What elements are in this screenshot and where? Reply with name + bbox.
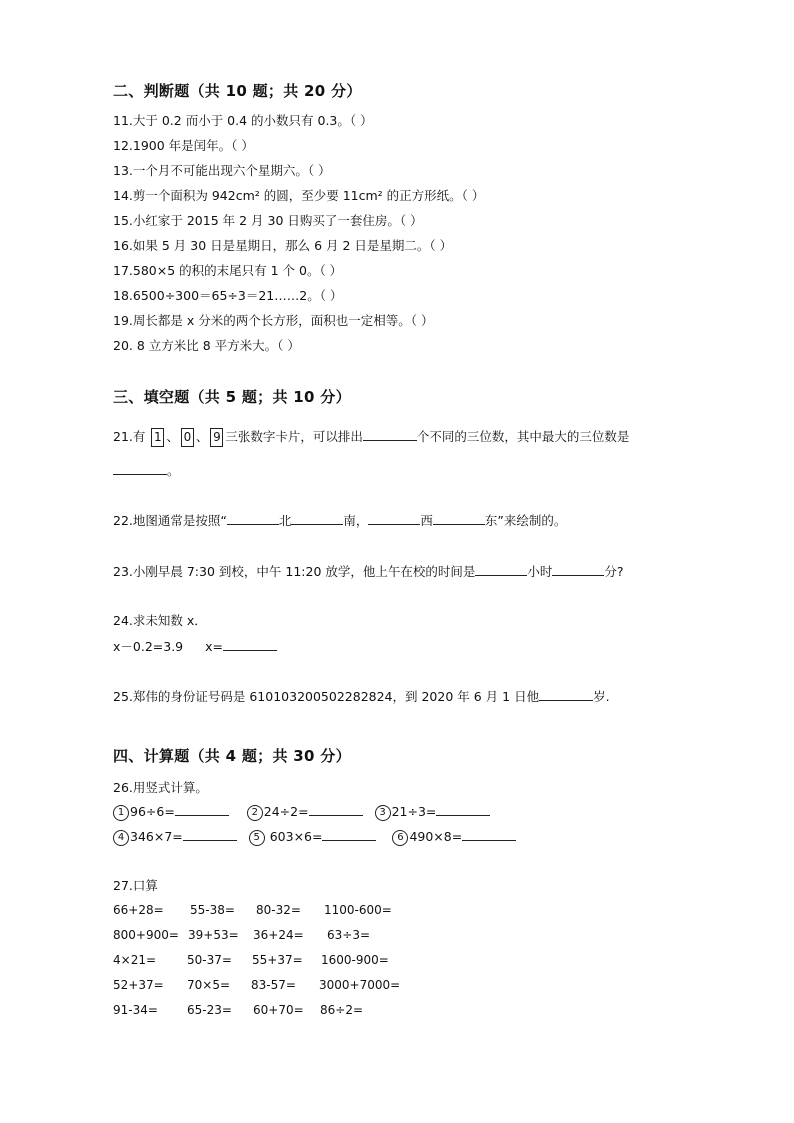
question-21 <box>113 428 629 447</box>
mental-item: 36+24= <box>253 928 304 942</box>
q22-south: 南， <box>343 513 369 528</box>
mental-item: 83-57= <box>251 978 296 992</box>
digit-card-1: 1 <box>151 428 164 447</box>
answer-blank[interactable] <box>475 563 527 576</box>
mental-item: 52+37= <box>113 978 164 992</box>
question-18: 18.6500÷300＝65÷3＝21……2。（ ） <box>113 288 343 303</box>
q22-west: 西 <box>420 513 433 528</box>
answer-blank[interactable] <box>291 512 343 525</box>
answer-blank[interactable] <box>436 803 490 816</box>
circled-number-6: 6 <box>392 830 408 846</box>
answer-blank[interactable] <box>433 512 485 525</box>
mental-item: 70×5= <box>187 978 231 992</box>
question-15: 15.小红家于 2015 年 2 月 30 日购买了一套住房。（ ） <box>113 213 423 228</box>
section-heading-judgement: 二、判断题（共 10 题；共 20 分） <box>113 82 362 100</box>
answer-blank[interactable] <box>552 563 604 576</box>
question-26-title: 26.用竖式计算。 <box>113 780 208 795</box>
circled-number-1: 1 <box>113 805 129 821</box>
answer-blank[interactable] <box>368 512 420 525</box>
mental-item: 4×21= <box>113 953 157 967</box>
question-24-equation <box>113 638 277 655</box>
answer-blank[interactable] <box>322 828 376 841</box>
question-21-cont <box>113 462 180 479</box>
q23-prefix: 23.小刚早晨 7:30 到校，中午 11:20 放学，他上午在校的时间是 <box>113 564 476 579</box>
mental-item: 65-23= <box>187 1003 232 1017</box>
digit-card-9: 9 <box>210 428 223 447</box>
q25-prefix: 25.郑伟的身份证号码是 610103200502282824，到 2020 年 6 月 1 日他 <box>113 689 540 704</box>
section-heading-fill-blank: 三、填空题（共 5 题；共 10 分） <box>113 388 351 406</box>
mental-item: 80-32= <box>256 903 301 917</box>
q26-expr-4: 346×7= <box>130 829 183 844</box>
answer-blank[interactable] <box>363 428 417 441</box>
mental-item: 50-37= <box>187 953 232 967</box>
question-25 <box>113 688 610 705</box>
mental-item: 60+70= <box>253 1003 304 1017</box>
q23-hours: 小时 <box>527 564 553 579</box>
mental-item: 91-34= <box>113 1003 158 1017</box>
question-19: 19.周长都是 x 分米的两个长方形，面积也一定相等。（ ） <box>113 313 434 328</box>
answer-blank[interactable] <box>539 688 593 701</box>
q22-prefix: 22.地图通常是按照“ <box>113 513 227 528</box>
answer-blank[interactable] <box>462 828 516 841</box>
q21-prefix: 21.有 <box>113 429 146 444</box>
circled-number-4: 4 <box>113 830 129 846</box>
q21-sep-1: 、 <box>166 429 179 444</box>
question-22 <box>113 512 566 529</box>
q26-expr-1: 96÷6= <box>130 804 175 819</box>
q26-expr-3: 21÷3= <box>391 804 437 819</box>
answer-blank[interactable] <box>183 828 237 841</box>
q21-end: 。 <box>167 463 180 478</box>
mental-item: 1600-900= <box>321 953 389 967</box>
mental-item: 55+37= <box>252 953 303 967</box>
q22-north: 北 <box>278 513 292 528</box>
q26-expr-5: 603×6= <box>265 829 323 844</box>
question-13: 13.一个月不可能出现六个星期六。（ ） <box>113 163 331 178</box>
mental-item: 55-38= <box>190 903 235 917</box>
q26-expr-2: 24÷2= <box>263 804 309 819</box>
circled-number-5: 5 <box>249 830 265 846</box>
question-16: 16.如果 5 月 30 日是星期日，那么 6 月 2 日是星期二。（ ） <box>113 238 453 253</box>
section-heading-calculation: 四、计算题（共 4 题；共 30 分） <box>113 747 351 765</box>
question-11: 11.大于 0.2 而小于 0.4 的小数只有 0.3。（ ） <box>113 113 373 128</box>
question-12: 12.1900 年是闰年。（ ） <box>113 138 254 153</box>
question-27-title: 27.口算 <box>113 878 158 893</box>
mental-item: 86÷2= <box>320 1003 364 1017</box>
answer-blank[interactable] <box>227 512 279 525</box>
mental-item: 800+900= <box>113 928 179 942</box>
q24-eq: x－0.2=3.9 <box>113 639 184 654</box>
q24-x: x= <box>205 639 223 654</box>
q21-mid: 三张数字卡片，可以排出 <box>225 429 363 444</box>
question-23 <box>113 563 624 580</box>
q23-minutes: 分? <box>604 564 624 579</box>
q21-sep-2: 、 <box>195 429 209 444</box>
q25-suffix: 岁. <box>593 689 610 704</box>
question-24-title: 24.求未知数 x． <box>113 613 207 628</box>
answer-blank[interactable] <box>113 462 167 475</box>
question-14: 14.剪一个面积为 942cm² 的圆，至少要 11cm² 的正方形纸。（ ） <box>113 188 485 203</box>
answer-blank[interactable] <box>223 638 277 651</box>
question-17: 17.580×5 的积的末尾只有 1 个 0。（ ） <box>113 263 343 278</box>
q21-tail: 个不同的三位数，其中最大的三位数是 <box>416 429 630 444</box>
mental-item: 39+53= <box>188 928 239 942</box>
q26-expr-6: 490×8= <box>409 829 463 844</box>
mental-item: 3000+7000= <box>319 978 401 992</box>
mental-item: 66+28= <box>113 903 164 917</box>
question-20: 20. 8 立方米比 8 平方米大。（ ） <box>113 338 300 353</box>
circled-number-3: 3 <box>375 805 391 821</box>
question-26-row-1 <box>113 803 490 821</box>
mental-item: 63÷3= <box>327 928 371 942</box>
answer-blank[interactable] <box>175 803 229 816</box>
q22-east: 东”来绘制的。 <box>484 513 567 528</box>
digit-card-0: 0 <box>181 428 194 447</box>
question-26-row-2 <box>113 828 516 846</box>
answer-blank[interactable] <box>309 803 363 816</box>
circled-number-2: 2 <box>247 805 263 821</box>
mental-item: 1100-600= <box>324 903 392 917</box>
